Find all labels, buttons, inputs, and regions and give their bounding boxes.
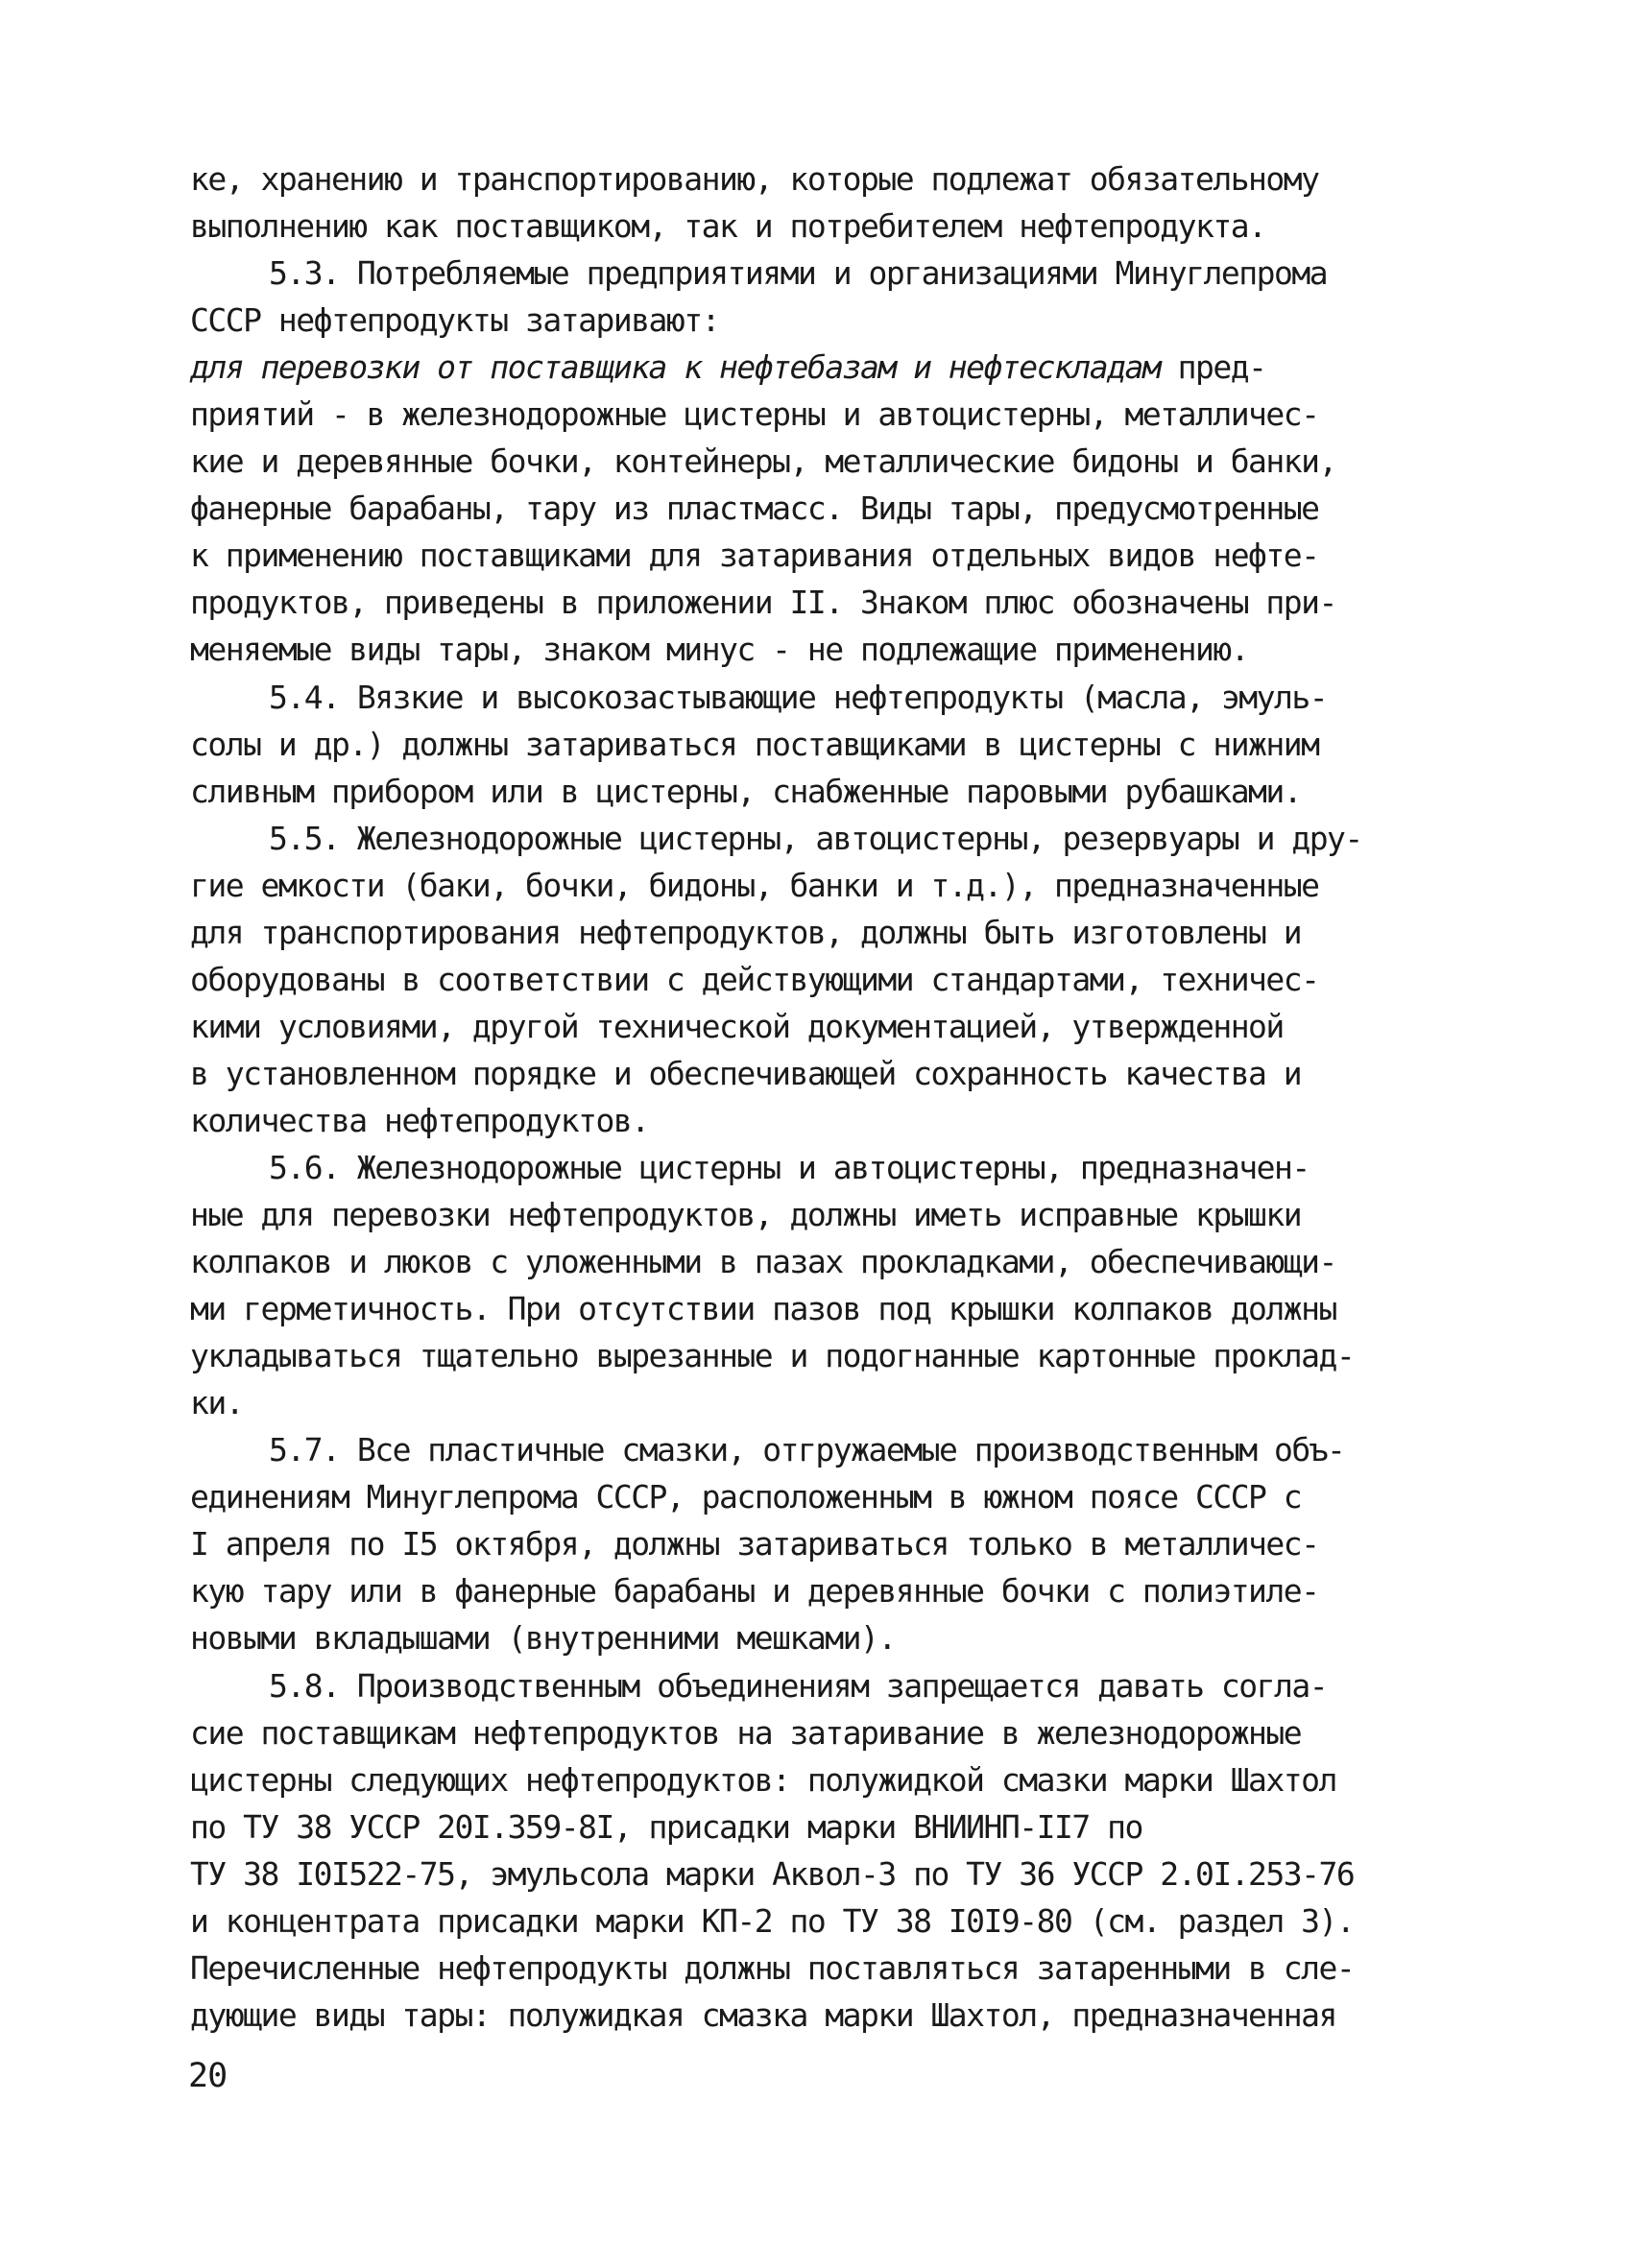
text-line: приятий - в железнодорожные цистерны и автоцистерны, металличес-	[190, 395, 1319, 434]
text-line: СССР нефтепродукты затаривают:	[190, 301, 720, 340]
text-line: и концентрата присадки марки КП-2 по ТУ 38 I0I9-80 (см. раздел 3).	[190, 1901, 1355, 1940]
text-line: оборудованы в соответствии с действующими стандартами, техничес-	[190, 960, 1319, 998]
text-line: ТУ 38 I0I522-75, эмульсола марки Аквол-3 по ТУ 36 УССР 2.0I.253-76	[190, 1854, 1355, 1893]
text-line: для транспортирования нефтепродуктов, должны быть изготовлены и	[190, 913, 1302, 951]
text-line: кими условиями, другой технической документацией, утвержденной	[190, 1007, 1284, 1045]
text-line: сливным прибором или в цистерны, снабженные паровыми рубашками.	[190, 772, 1302, 810]
paragraph-5-3-start: 5.3. Потребляемые предприятиями и организациями Минуглепрома	[269, 254, 1328, 293]
text-line: Перечисленные нефтепродукты должны поставляться затаренными в сле-	[190, 1948, 1355, 1987]
hyphenated-word: пред-	[1177, 348, 1266, 387]
document-body	[190, 155, 1448, 2039]
text-line: сие поставщикам нефтепродуктов на затаривание в железнодорожные	[190, 1713, 1302, 1752]
text-line: цистерны следующих нефтепродуктов: полужидкой смазки марки Шахтол	[190, 1760, 1336, 1799]
text-line: новыми вкладышами (внутренними мешками).	[190, 1619, 896, 1658]
text-line: солы и др.) должны затариваться поставщиками в цистерны с нижним	[190, 725, 1319, 763]
text-line: укладываться тщательно вырезанные и подогнанные картонные проклад-	[190, 1337, 1355, 1375]
text-line: ми герметичность. При отсутствии пазов под крышки колпаков должны	[190, 1290, 1336, 1328]
text-line: ки.	[190, 1384, 244, 1422]
text-line: количества нефтепродуктов.	[190, 1101, 649, 1139]
text-line: ные для перевозки нефтепродуктов, должны иметь исправные крышки	[190, 1196, 1302, 1234]
text-line: кую тару или в фанерные барабаны и деревянные бочки с полиэтиле-	[190, 1572, 1319, 1611]
text-line: по ТУ 38 УССР 20I.359-8I, присадки марки ВНИИНП-II7 по	[190, 1807, 1142, 1846]
text-line: дующие виды тары: полужидкая смазка марки Шахтол, предназначенная	[190, 1995, 1336, 2034]
text-line: гие емкости (баки, бочки, бидоны, банки и т.д.), предназначенные	[190, 866, 1319, 904]
paragraph-5-5-start: 5.5. Железнодорожные цистерны, автоцистерны, резервуары и дру-	[269, 819, 1362, 857]
page-number: 20	[188, 2057, 228, 2095]
text-line: продуктов, приведены в приложении II. Знаком плюс обозначены при-	[190, 584, 1336, 622]
text-line: ке, хранению и транспортированию, которые подлежат обязательному	[190, 160, 1319, 198]
text-line: колпаков и люков с уложенными в пазах прокладками, обеспечивающи-	[190, 1243, 1336, 1281]
text-line: фанерные барабаны, тару из пластмасс. Виды тары, предусмотренные	[190, 489, 1319, 528]
paragraph-5-4-start: 5.4. Вязкие и высокозастывающие нефтепродукты (масла, эмуль-	[269, 678, 1328, 716]
text-line: в установленном порядке и обеспечивающей сохранность качества и	[190, 1054, 1302, 1092]
text-line: единениям Минуглепрома СССР, расположенным в южном поясе СССР с	[190, 1478, 1302, 1516]
italic-phrase: для перевозки от поставщика к нефтебазам и нефтескладам	[190, 348, 1161, 387]
text-line: меняемые виды тары, знаком минус - не подлежащие применению.	[190, 631, 1249, 669]
text-line	[190, 344, 1448, 391]
text-line: I апреля по I5 октября, должны затариваться только в металличес-	[190, 1525, 1319, 1564]
text-line: выполнению как поставщиком, так и потребителем нефтепродукта.	[190, 207, 1266, 246]
text-line: кие и деревянные бочки, контейнеры, металлические бидоны и банки,	[190, 442, 1336, 481]
text-line: к применению поставщиками для затаривания отдельных видов нефте-	[190, 537, 1319, 575]
paragraph-5-6-start: 5.6. Железнодорожные цистерны и автоцистерны, предназначен-	[269, 1148, 1310, 1186]
paragraph-5-7-start: 5.7. Все пластичные смазки, отгружаемые производственным объ-	[269, 1431, 1345, 1469]
paragraph-5-8-start: 5.8. Производственным объединениям запрещается давать согла-	[269, 1666, 1328, 1705]
